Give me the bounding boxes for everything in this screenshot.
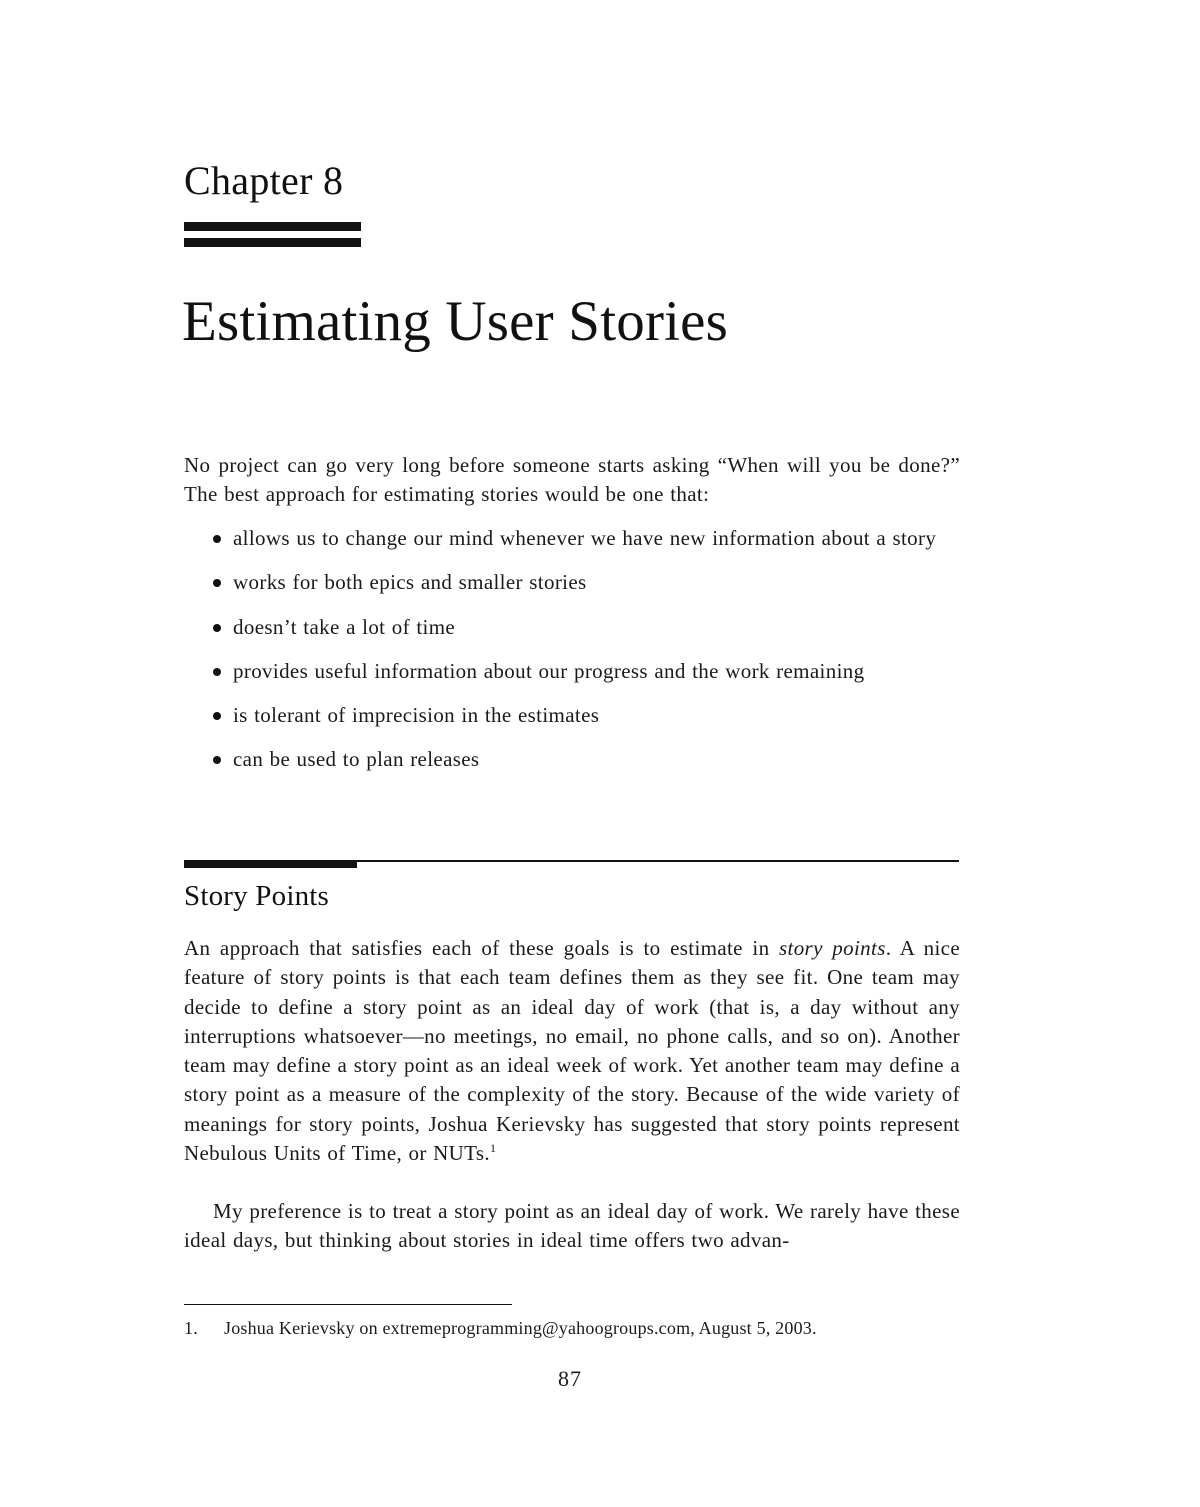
section-rule-accent (184, 860, 357, 868)
footnote-reference[interactable]: 1 (490, 1141, 497, 1156)
footnote-text: Joshua Kerievsky on extremeprogramming@yahoogroups.com, August 5, 2003. (224, 1318, 817, 1338)
chapter-title: Estimating User Stories (182, 290, 729, 353)
footnote-rule (184, 1304, 512, 1305)
chapter-rule-bottom (184, 238, 361, 247)
list-item-text: can be used to plan releases (233, 747, 480, 772)
list-item-text: works for both epics and smaller stories (233, 570, 587, 595)
list-item (184, 524, 960, 553)
chapter-rule-top (184, 222, 361, 231)
footnote (184, 1315, 960, 1341)
list-item (184, 613, 960, 642)
section-heading: Story Points (184, 880, 330, 912)
page-number: 87 (558, 1366, 582, 1391)
list-item-text: allows us to change our mind whenever we have new information about a story (233, 526, 937, 550)
paragraph-text-continued: . A nice feature of story points is that each team defines them as they see fit. One team may decide to define a story point as an ideal day of work (that is, a day without any interruptions whatsoever—no meetings, no email, no phone calls, and so on). Another team may define a story point as an ideal week of work. Yet another team may define a story point as a measure of the complexity of the story. Because of the wide variety of meanings for story points, Joshua Kerievsky has suggested that story points represent Nebulous Units of Time, or NUTs. (184, 936, 961, 1166)
bullet-icon (213, 535, 221, 543)
goals-list (184, 524, 960, 790)
intro-paragraph: No project can go very long before someone starts asking “When will you be done?” The best approach for estimating stories would be one that: (184, 453, 960, 507)
list-item-text: is tolerant of imprecision in the estimates (233, 703, 600, 728)
preference-paragraph: My preference is to treat a story point as an ideal day of work. We rarely have these ideal days, but thinking about stories in ideal time offers two advan- (184, 1199, 960, 1253)
bullet-icon (213, 668, 221, 676)
bullet-icon (213, 712, 221, 720)
list-item-text: doesn’t take a lot of time (233, 614, 456, 639)
list-item (184, 745, 960, 774)
bullet-icon (213, 624, 221, 632)
bullet-icon (213, 756, 221, 764)
list-item-text: provides useful information about our progress and the work remaining (233, 658, 865, 683)
paragraph-text: An approach that satisfies each of these goals is to estimate in (184, 936, 779, 960)
list-item (184, 701, 960, 730)
list-item (184, 657, 960, 686)
story-points-paragraph (184, 934, 960, 1168)
chapter-label: Chapter 8 (184, 158, 344, 203)
footnote-number: 1. (184, 1318, 198, 1338)
bullet-icon (213, 579, 221, 587)
list-item (184, 568, 960, 597)
emphasis-term: story points (778, 936, 886, 960)
